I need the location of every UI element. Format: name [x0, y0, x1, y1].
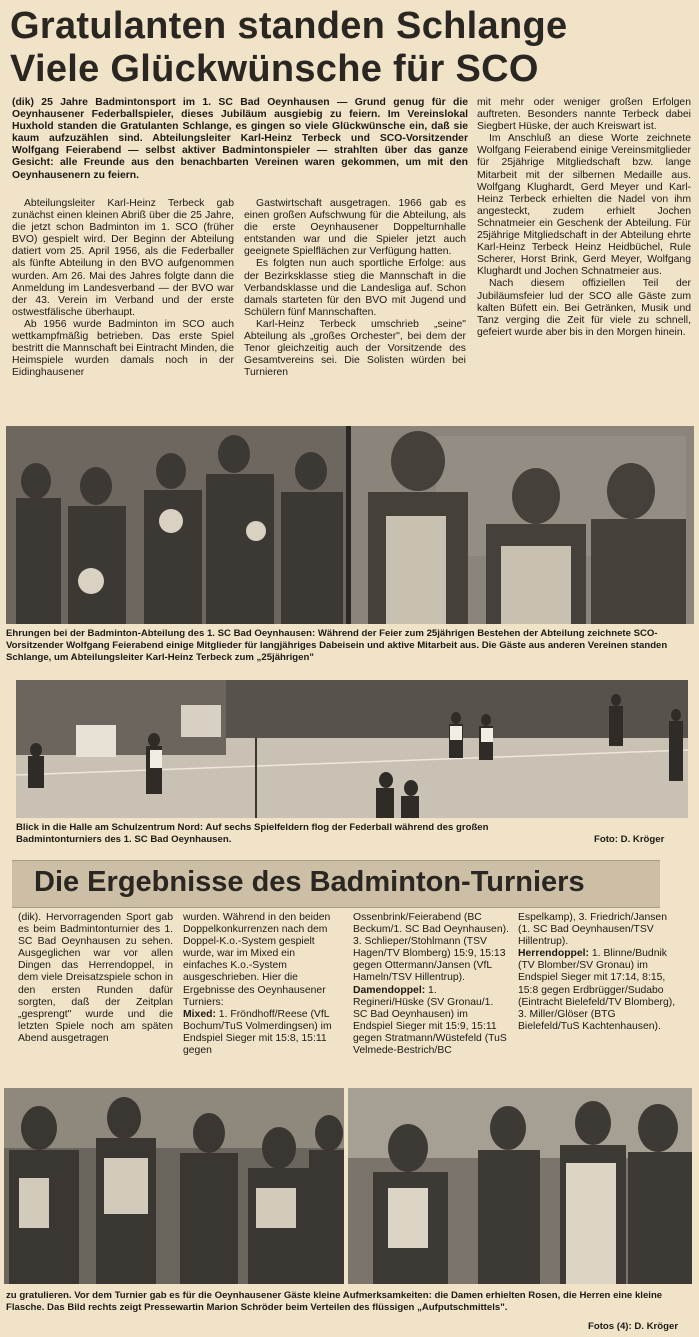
column-2-paragraph-1: Gastwirtschaft ausgetragen. 1966 gab es einen großen Aufschwung für die Abteilung, als die erste Oeynhausener Doppelturnhalle entstanden war und die Spieler jetzt auch geeignete Spielflächen zur Verfügung hatten.	[244, 198, 466, 258]
greeting-photos-credit: Fotos (4): D. Kröger	[588, 1321, 679, 1332]
greeting-photo-left	[4, 1088, 344, 1284]
sports-hall-photo	[16, 680, 688, 818]
ceremony-photo-caption: Ehrungen bei der Badminton-Abteilung des 1. SC Bad Oeynhausen: Während der Feier zum 25jährigen Bestehen der Abteilung zeichnete SCO-Vorsitzender Wolfgang Feierabend einige Mitglieder für langjähriges Dabeisein und aktive Mitarbeit aus. Die Gäste aus anderen Vereinen standen Schlange, um Abteilungsleiter Karl-Heinz Terbeck zum „25jährigen"	[6, 628, 668, 663]
column-3-paragraph-2: Im Anschluß an diese Worte zeichnete Wolfgang Feierabend einige Vereinsmitglieder für 25jährige Mitgliedschaft bzw. lange Mitarbeit mit der silbernen Medaille aus. Wolfgang Klughardt, Gerd Meyer und Karl-Heinz Terbeck erhielten die Nadel von ihm angesteckt, zudem erhielt Jochen Schnatmeier ein Geschenk der Abteilung. Für 25jährige Mitgliedschaft in der Abteilung ehrte Karl-Heinz Terbeck Heinz Heidbüchel, Rule Scherer, Horst Brink, Gerd Meyer, Wolfgang Klughardt und Jochen Schnatmeier aus.	[477, 133, 691, 278]
herrendoppel-results: 1. Blinne/Budnik (TV Blomber/SV Gronau) im Endspiel Sieger mit 17:14, 8:15, 15:8 gegen Erdbrügger/Sudabo (Eintracht Bielefeld/TV Blomberg), 3. Miller/Glöser (BTG Bielefeld/TuS Kachtenhausen).	[518, 948, 676, 1032]
article-column-2	[244, 198, 466, 420]
results-column-2	[183, 912, 341, 1082]
results-column-1	[18, 912, 173, 1082]
results-column-4-text: Espelkamp), 3. Friedrich/Jansen (1. SC Bad Oeynhausen/TSV Hillentrup).	[518, 912, 667, 948]
herrendoppel-label: Herrendoppel:	[518, 948, 590, 960]
sports-hall-photo-credit: Foto: D. Kröger	[594, 834, 665, 845]
column-2-paragraph-3: Karl-Heinz Terbeck umschrieb „seine" Abteilung als „großes Orchester", bei dem der Tenor gleichzeitig auch der Vorsitzende des Gesamtvereins sei. Die Solisten würden bei Turnieren	[244, 318, 466, 379]
column-1-paragraph-1: Abteilungsleiter Karl-Heinz Terbeck gab zunächst einen kleinen Abriß über die 25 Jahre, die jetzt schon Badminton im 1. SCO (früher BVO) gespielt wird. Der Beginn der Abteilung datiert vom 25. April 1956, als die Federballer als fünfte Abteilung in den BVO aufgenommen wurden. Am 26. Mai des Jahres folgte dann die Anmeldung im Landesverband — der BVO war der 43. Verein im Verband und der erste ostwestfälische überhaupt.	[12, 198, 234, 318]
results-column-4	[518, 912, 676, 1082]
mixed-results: 1. Fröndhoff/Reese (VfL Bochum/TuS Volmerdingsen) im Endspiel Sieger mit 15:8, 15:11 gegen	[183, 1008, 332, 1057]
greeting-photos-caption: zu gratulieren. Vor dem Turnier gab es für die Oeynhausener Gäste kleine Aufmerksamkeiten: die Damen erhielten Rosen, die Herren eine kleine Flasche. Das Bild rechts zeigt Pressewartin Marion Schröder beim Verteilen des flüssigen „Aufputschmittels".	[6, 1290, 663, 1313]
lead-paragraph: (dik) 25 Jahre Badmintonsport im 1. SC Bad Oeynhausen — Grund genug für die Oeynhausener Federballspieler, dieses Jubiläum ausgiebig zu feiern. Im Vereinslokal Huxhold standen die Gratulanten Schlange, es gingen so viele Glückwünsche ein, daß sie kaum aufzuzählen sind. Abteilungsleiter Karl-Heinz Terbeck und SCO-Vorsitzender Wolfgang Feierabend — selbst aktiver Badmintonspieler — strahlten über das ganze Gesicht: alle Freunde aus den benachbarten Vereinen waren gekommen, um mit den Oeynhausenern zu feiern.	[12, 97, 468, 181]
article-column-1	[12, 198, 234, 420]
results-column-3-text: Ossenbrink/Feierabend (BC Beckum/1. SC Bad Oeynhausen). 3. Schlieper/Stohlmann (TSV Hagen/TV Blomberg) 15:9, 15:13 gegen Ottermann/Jansen (VfL Hameln/TSV Hillentrup).	[353, 912, 509, 984]
column-3-paragraph-3: Nach diesem offiziellen Teil der Jubiläumsfeier lud der SCO alle Gäste zum kalten Büfett ein. Bei Getränken, Musik und Tanz verging die Zeit für viele zu schnell, gefeiert wurde aber bis in den Morgen hinein.	[477, 278, 691, 338]
column-2-paragraph-2: Es folgten nun auch sportliche Erfolge: aus der Bezirksklasse stieg die Mannschaft in die Verbandsklasse und die Landesliga auf. Schon damals starteten für den BVO mit Jugend und Schülern fünf Mannschaften.	[244, 258, 466, 318]
results-headline: Die Ergebnisse des Badminton-Turniers	[34, 866, 585, 898]
drinks-photo-right	[348, 1088, 692, 1284]
headline-line-1: Gratulanten standen Schlange	[10, 5, 568, 47]
results-column-3	[353, 912, 510, 1082]
column-1-paragraph-2: Ab 1956 wurde Badminton im SCO auch wettkampfmäßig betrieben. Das erste Spiel bestritt die Mannschaft bei Eintracht Minden, die Heimspiele wurden damals noch in der Eidinghausener	[12, 318, 234, 379]
results-column-1-text: (dik). Hervorragenden Sport gab es beim Badmintonturnier des 1. SC Bad Oeynhausen zu sehen. Ausgeglichen war vor allen Dingen das Herrendoppel, in dem viele Dreisatzspiele schon in den ersten Runden dafür sorgten, daß der Zeitplan „gesprengt" wurde und die letzten Spiele noch am späten Abend ausgetragen	[18, 912, 173, 1044]
column-3-paragraph-1: mit mehr oder weniger großen Erfolgen auftreten. Besonders nannte Terbeck dabei Siegbert Hüske, der auch Kreiswart ist.	[477, 97, 691, 133]
sports-hall-photo-caption: Blick in die Halle am Schulzentrum Nord: Auf sechs Spielfeldern flog der Federball während des großen Badmintonturniers des 1. SC Bad Oeynhausen.	[16, 822, 489, 845]
headline-line-2: Viele Glückwünsche für SCO	[10, 48, 539, 90]
ceremony-photo	[6, 426, 694, 624]
article-column-3	[477, 97, 691, 420]
damendoppel-results: 1. Regineri/Hüske (SV Gronau/1. SC Bad Oeynhausen) im Endspiel Sieger mit 15:9, 15:11 gegen Stratmann/Wüstefeld (TuS Velmede-Bestrich/BC	[353, 984, 507, 1057]
results-column-2-text: wurden. Während in den beiden Doppelkonkurrenzen nach dem Doppel-K.o.-System gespielt wurde, war im Mixed ein einfaches K.o.-System ausgeschrieben. Hier die Ergebnisse des Oeynhausener Turniers:	[183, 912, 331, 1008]
damendoppel-label: Damendoppel:	[353, 984, 426, 996]
mixed-label: Mixed:	[183, 1008, 216, 1020]
